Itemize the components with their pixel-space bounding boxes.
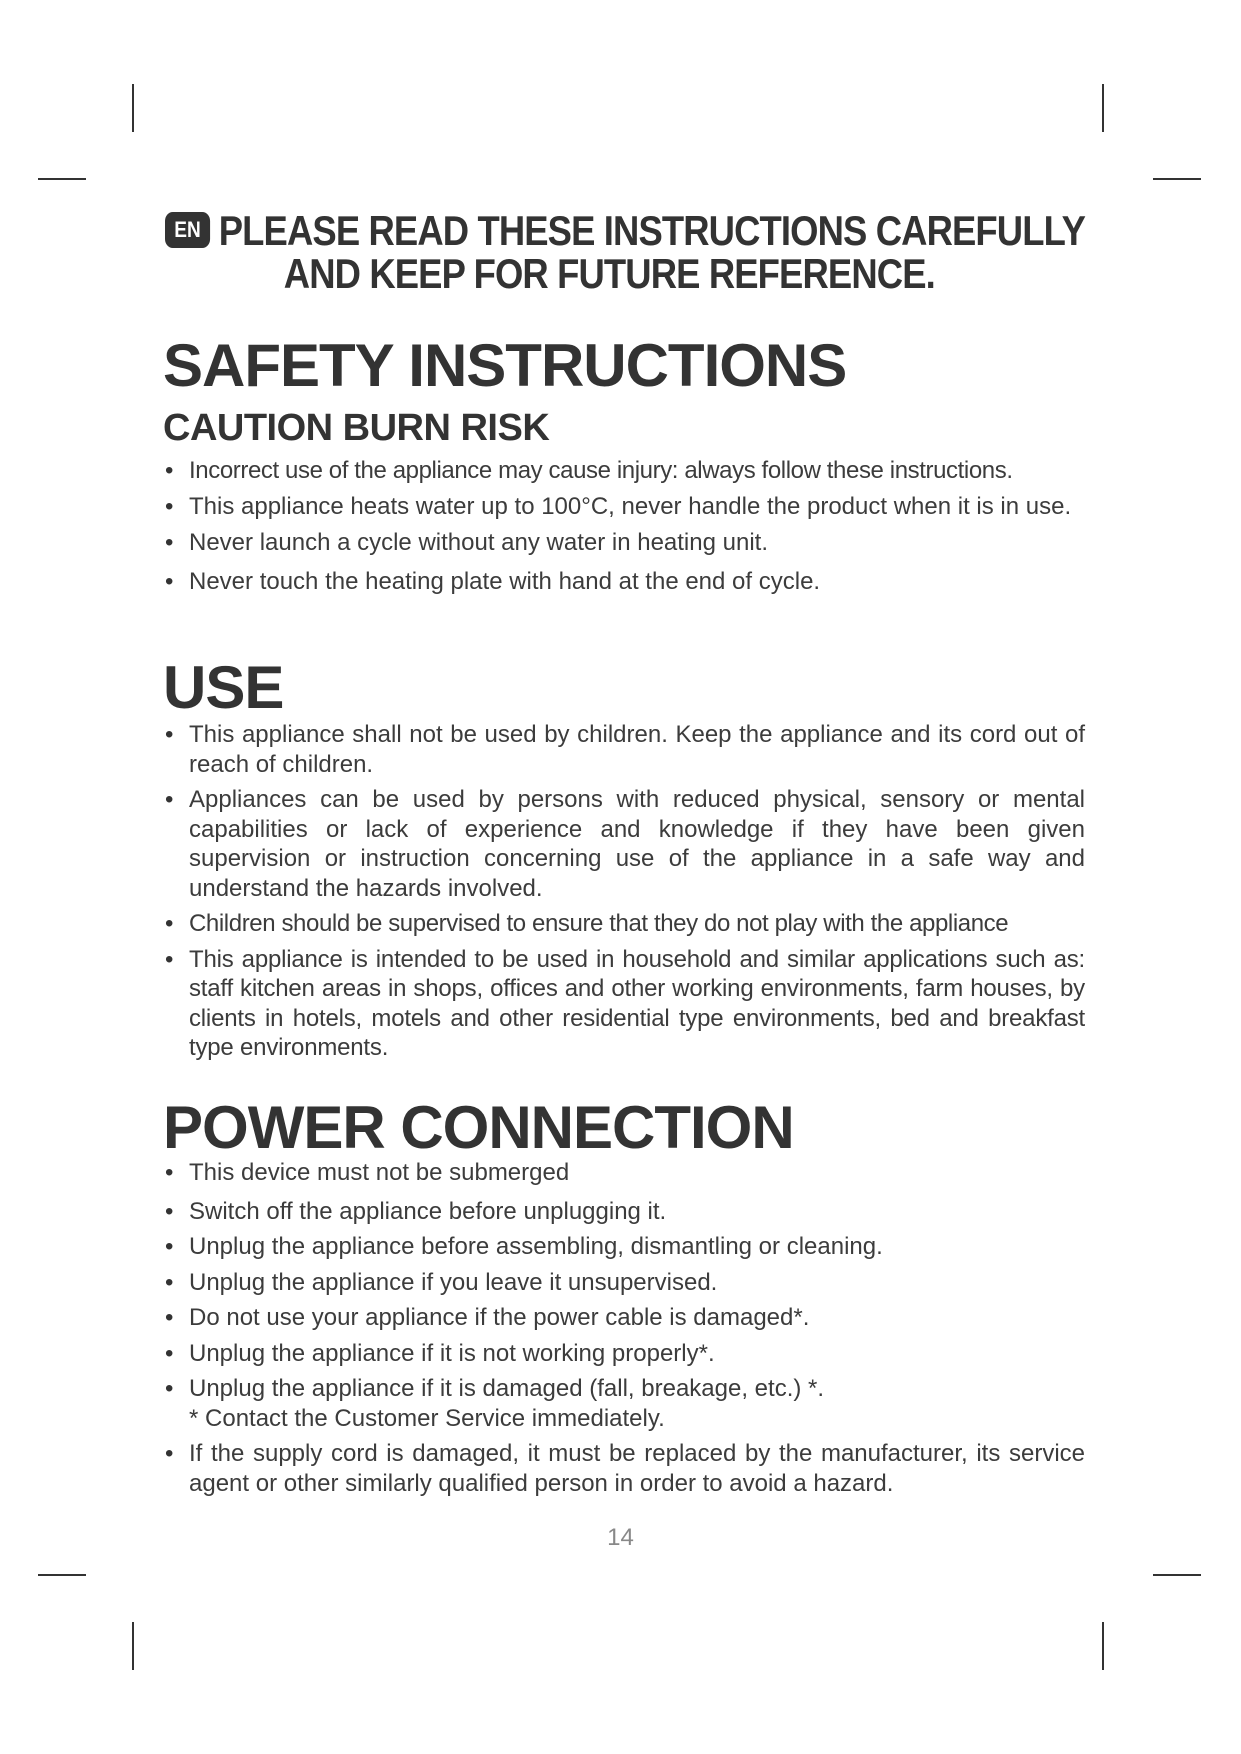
power-list xyxy=(163,1158,1085,1498)
crop-mark-top-left-vertical xyxy=(132,84,134,132)
crop-mark-bottom-right-horizontal xyxy=(1153,1574,1201,1576)
power-connection-heading: POWER CONNECTION xyxy=(163,1094,794,1161)
crop-mark-top-right-vertical xyxy=(1102,84,1104,132)
list-item: • Incorrect use of the appliance may cause injury: always follow these instructions. xyxy=(163,456,1085,486)
safety-instructions-heading: SAFETY INSTRUCTIONS xyxy=(163,332,847,399)
crop-mark-top-left-horizontal xyxy=(38,178,86,180)
list-item: • Do not use your appliance if the power cable is damaged*. xyxy=(163,1303,1085,1333)
use-heading: USE xyxy=(163,654,284,721)
customer-service-footnote: * Contact the Customer Service immediately. xyxy=(189,1404,665,1432)
banner-line-1: PLEASE READ THESE INSTRUCTIONS CAREFULLY xyxy=(218,207,1086,254)
list-item: • Appliances can be used by persons with reduced physical, sensory or mental capabilities or lack of experience and knowledge if they have been given supervision or instruction concerning use of the appliance in a safe way and understand the hazards involved. xyxy=(163,785,1085,903)
crop-mark-top-right-horizontal xyxy=(1153,178,1201,180)
list-item xyxy=(163,1374,1085,1433)
crop-mark-bottom-left-vertical xyxy=(132,1622,134,1670)
list-item: • Unplug the appliance if it is not working properly*. xyxy=(163,1339,1085,1369)
list-item: • Never touch the heating plate with hand at the end of cycle. xyxy=(163,567,1085,597)
banner-line-2: AND KEEP FOR FUTURE REFERENCE. xyxy=(283,250,935,297)
list-item: • This appliance heats water up to 100°C, never handle the product when it is in use. xyxy=(163,492,1085,522)
crop-mark-bottom-left-horizontal xyxy=(38,1574,86,1576)
list-item: • Unplug the appliance before assembling, dismantling or cleaning. xyxy=(163,1232,1085,1262)
caution-burn-risk-heading: CAUTION BURN RISK xyxy=(163,407,550,449)
crop-mark-bottom-right-vertical xyxy=(1102,1622,1104,1670)
list-item: • Never launch a cycle without any water in heating unit. xyxy=(163,528,1085,558)
use-list xyxy=(163,720,1085,1063)
list-item: • This device must not be submerged xyxy=(163,1158,1085,1188)
list-item: • If the supply cord is damaged, it must be replaced by the manufacturer, its service agent or other similarly qualified person in order to avoid a hazard. xyxy=(163,1439,1085,1498)
list-item: • Children should be supervised to ensure that they do not play with the appliance xyxy=(163,909,1085,939)
list-item: • This appliance shall not be used by children. Keep the appliance and its cord out of reach of children. xyxy=(163,720,1085,779)
list-item: • This appliance is intended to be used in household and similar applications such as: staff kitchen areas in shops, offices and other working environments, farm houses, by clients in hotels, motels and other residential type environments, bed and breakfast type environments. xyxy=(163,945,1085,1063)
language-badge: EN xyxy=(165,212,210,248)
safety-list xyxy=(163,456,1085,596)
list-item: • Unplug the appliance if you leave it unsupervised. xyxy=(163,1268,1085,1298)
list-item: • Switch off the appliance before unplugging it. xyxy=(163,1197,1085,1227)
page-number: 14 xyxy=(607,1524,634,1551)
list-item-text: Unplug the appliance if it is damaged (fall, breakage, etc.) *. xyxy=(189,1375,825,1402)
